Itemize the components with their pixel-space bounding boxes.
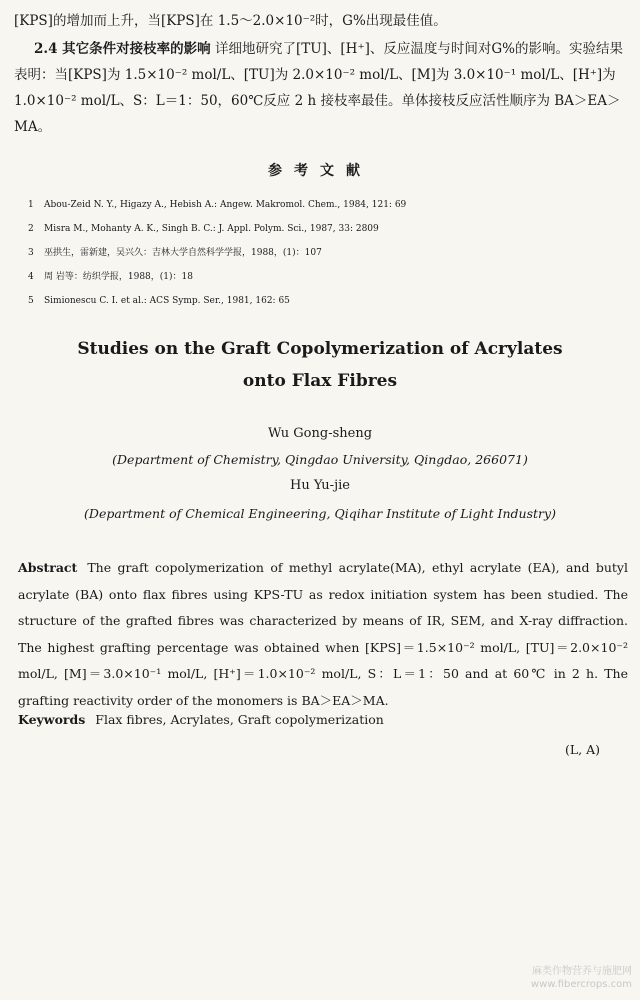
abstract-label: Abstract [18,560,78,575]
reference-text: 巫拱生，雷新建，吴兴久：吉林大学自然科学学报，1988，(1)：107 [44,248,322,258]
author-name: Wu Gong-sheng [267,426,373,441]
reference-item [28,193,608,217]
english-title [0,333,640,397]
reference-item [28,265,608,289]
intro-paragraph-end: [KPS]的增加而上升，当[KPS]在 1.5～2.0×10⁻²时，G%出现最佳值。 [14,13,447,29]
reference-list [28,193,608,313]
author-affiliation: (Department of Chemistry, Qingdao University, Qingdao, 266071) [112,452,528,467]
references-title: 参考文献 [268,163,372,179]
reference-text: Abou-Zeid N. Y., Higazy A., Hebish A.: Angew. Makromol. Chem., 1984, 121: 69 [44,200,407,210]
reference-text: Simionescu C. I. et al.: ACS Symp. Ser., 1981, 162: 65 [44,296,290,306]
keywords [18,712,628,727]
site-watermark [531,965,632,991]
classification-code: (L, A) [564,742,600,757]
author-name: Hu Yu-jie [290,478,350,493]
reference-number: 2 [28,224,34,234]
reference-number: 5 [28,296,34,306]
reference-item [28,217,608,241]
abstract [18,555,628,714]
reference-number: 3 [28,248,34,258]
author-affiliation: (Department of Chemical Engineering, Qiqihar Institute of Light Industry) [84,506,556,521]
reference-item [28,241,608,265]
reference-text: Misra M., Mohanty A. K., Singh B. C.: J. Appl. Polym. Sci., 1987, 33: 2809 [44,224,379,234]
watermark-line-2: www.fibercrops.com [530,979,632,990]
english-title-line-1: Studies on the Graft Copolymerization of Acrylates [77,339,563,359]
reference-number: 1 [28,200,34,210]
reference-text: 周 岩等：纺织学报，1988，(1)：18 [44,272,193,282]
english-title-line-2: onto Flax Fibres [242,371,398,391]
abstract-text: The graft copolymerization of methyl acrylate(MA), ethyl acrylate (EA), and butyl acrylate (BA) onto flax fibres using KPS-TU as redox initiation system has been studied. The structure of the grafted fibres was characterized by means of IR, SEM, and X-ray diffraction. The highest grafting percentage was obtained when [KPS]＝1.5×10⁻² mol/L, [TU]＝2.0×10⁻² mol/L, [M]＝3.0×10⁻¹ mol/L, [H⁺]＝1.0×10⁻² mol/L, S：L＝1：50 and at 60℃ in 2 h. The grafting reactivity order of the monomers is BA＞EA＞MA. [18,560,628,708]
keywords-text: Flax fibres, Acrylates, Graft copolymerization [95,712,384,727]
section-2-4-body: 详细地研究了[TU]、[H⁺]、反应温度与时间对G%的影响。实验结果表明：当[KPS]为 1.5×10⁻² mol/L、[TU]为 2.0×10⁻² mol/L、[M]为 3.0×10⁻¹ mol/L、[H⁺]为 1.0×10⁻² mol/L、S：L＝1：50，60℃反应 2 h 接枝率最佳。单体接枝反应活性顺序为 BA＞EA＞MA。 [14,41,623,135]
reference-item [28,289,608,313]
reference-number: 4 [28,272,34,282]
keywords-label: Keywords [18,712,86,727]
section-2-4-heading: 2.4 其它条件对接枝率的影响 [34,41,211,57]
section-2-4 [14,36,629,140]
watermark-line-1: 麻类作物营养与施肥网 [532,966,632,977]
